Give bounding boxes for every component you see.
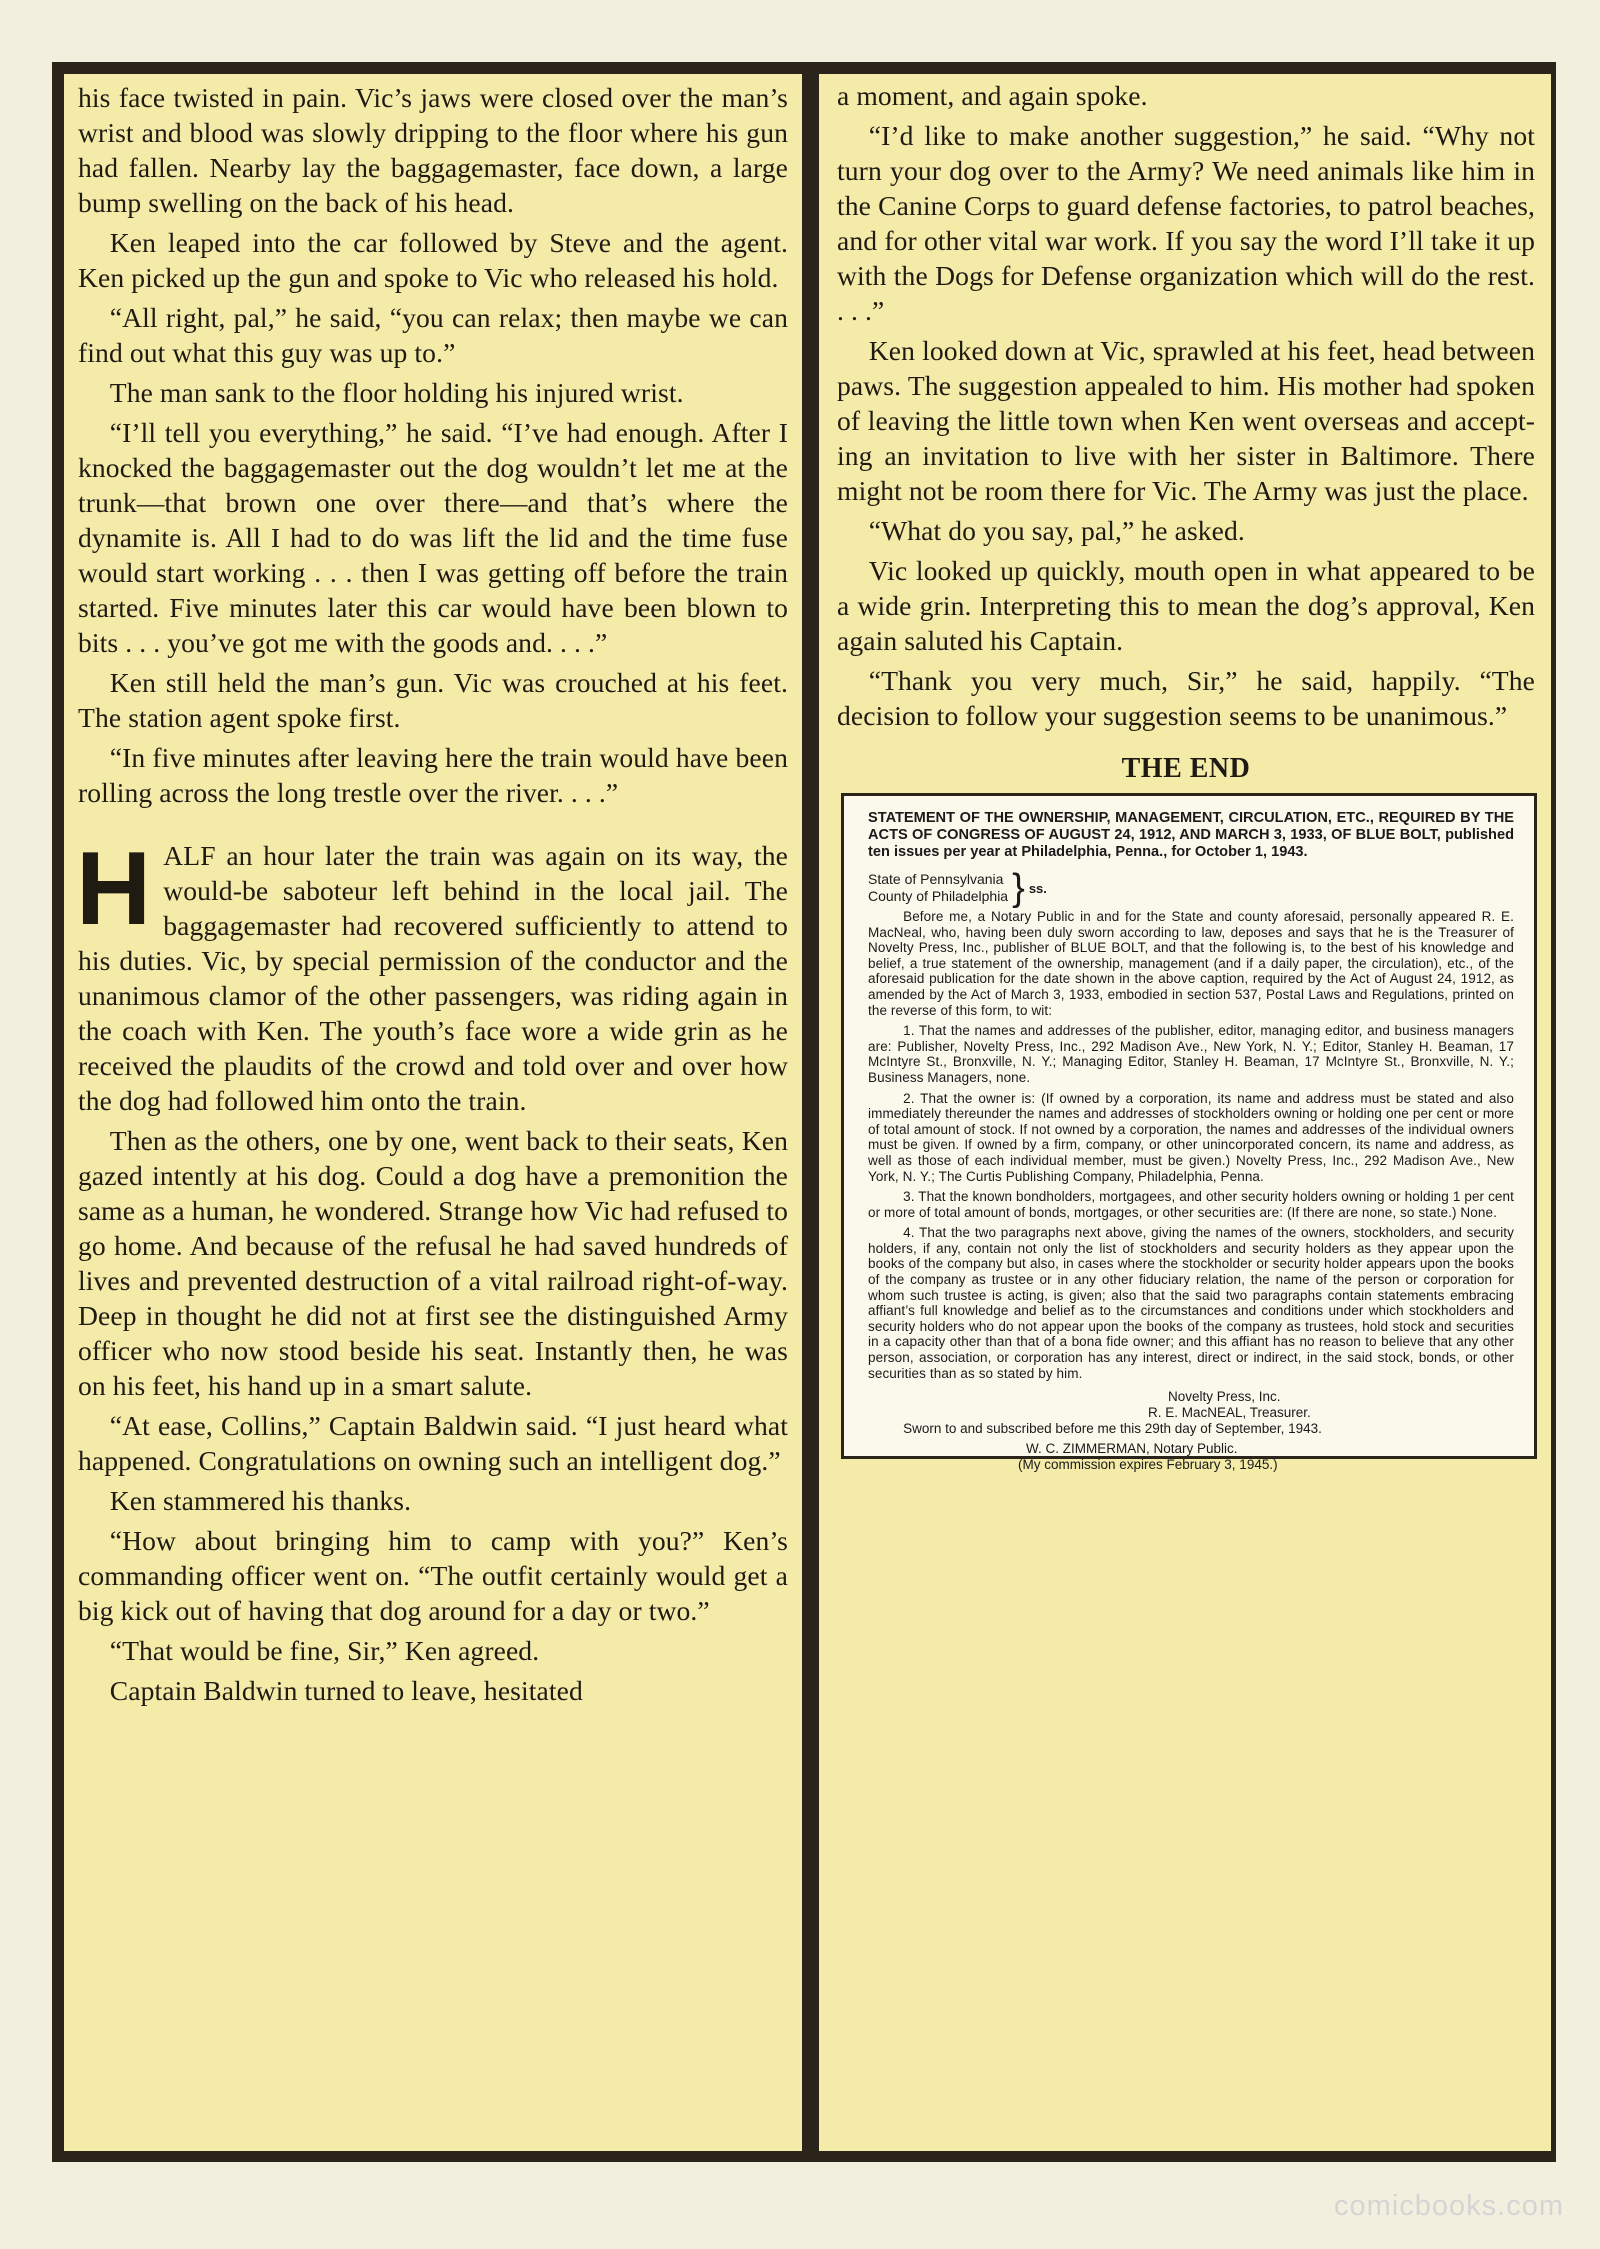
story-paragraph: “That would be fine, Sir,” Ken agreed. bbox=[109, 1635, 540, 1666]
left-text-column bbox=[60, 70, 806, 2155]
signer-company: Novelty Press, Inc. bbox=[1168, 1389, 1281, 1405]
story-paragraph: Captain Baldwin turned to leave, hesitated bbox=[109, 1675, 583, 1706]
dropcap-letter: H bbox=[76, 831, 152, 947]
right-text-column bbox=[815, 70, 1555, 2155]
story-paragraph: The man sank to the floor holding his injured wrist. bbox=[109, 377, 684, 408]
story-paragraph: Then as the others, one by one, went back to their seats, Ken gazed intently at his dog. Could a dog have a premonition the same as a human, he wondered. Strange how Vic had refused to go home. And because of the refusal he had saved hundreds of lives and prevented destruction of a vital railroad right-of-way. Deep in thought he did not at first see the distinguished Army officer who now stood beside his seat. Instantly then, he was on his feet, his hand up in a smart salute. bbox=[78, 1125, 788, 1401]
state-county-block bbox=[868, 867, 1514, 909]
county-line: County of Philadelphia bbox=[868, 888, 1009, 904]
signature-block bbox=[868, 1389, 1514, 1473]
notary-line: W. C. ZIMMERMAN, Notary Public. bbox=[1026, 1441, 1238, 1457]
sworn-line: Sworn to and subscribed before me this 29th day of September, 1943. bbox=[903, 1421, 1322, 1437]
dropcap-paragraph-text: ALF an hour later the train was again on its way, the would-be saboteur left behind in the local jail. The baggagemaster had recovered sufficiently to attend to his duties. Vic, by special permission of the conductor and the unanimous clamor of the other passengers, was riding again in the coach with Ken. The youth’s face wore a wide grin as he received the plaudits of the crowd and told over and over how the dog had followed him onto the train. bbox=[78, 840, 788, 1116]
story-paragraph: “Thank you very much, Sir,” he said, happily. “The decision to follow your suggestion seems to be unanimous.” bbox=[837, 665, 1535, 731]
site-watermark: comicbooks.com bbox=[1334, 2190, 1564, 2222]
story-paragraph: Ken leaped into the car followed by Steve and the agent. Ken picked up the gun and spoke to Vic who released his hold. bbox=[78, 227, 788, 293]
brace-glyph: } bbox=[1012, 867, 1025, 909]
story-paragraph: “All right, pal,” he said, “you can relax; then maybe we can find out what this guy was up to.” bbox=[78, 302, 788, 368]
statement-paragraph: 1. That the names and addresses of the publisher, editor, managing editor, and business managers are: Publisher, Novelty Press, Inc., 292 Madison Ave., New York, N. Y.; Editor, Stanley H. Beaman, 17 McIntyre St., Bronxville, N. Y.; Managing Editor, Stanley H. Beaman, 17 McIntyre St., Bronxville, N. Y.; Business Managers, none. bbox=[868, 1023, 1514, 1085]
story-paragraph: “I’ll tell you everything,” he said. “I’ve had enough. After I knocked the baggagemaster out the dog wouldn’t let me at the trunk—that brown one over there—and that’s where the dynamite is. All I had to do was lift the lid and the time fuse would start working . . . then I was getting off before the train started. Five minutes later this car would have been blown to bits . . . you’ve got me with the goods and. . . .” bbox=[78, 417, 788, 658]
the-end-heading: THE END bbox=[1121, 753, 1251, 784]
ss-label: ss. bbox=[1028, 880, 1047, 896]
story-paragraph: Ken looked down at Vic, sprawled at his feet, head between paws. The suggestion appealed to him. His mother had spoken of leaving the little town when Ken went overseas and accepting an invitation to live with her sister in Baltimore. There might not be room there for Vic. The Army was just the place. bbox=[837, 335, 1535, 506]
signer-name: R. E. MacNEAL, Treasurer. bbox=[1148, 1405, 1311, 1421]
story-paragraph: “I’d like to make another suggestion,” he said. “Why not turn your dog over to the Army? We need animals like him in the Canine Corps to guard defense factories, to patrol beaches, and for other vital war work. If you say the word I’ll take it up with the Dogs for Defense organization which will do the rest. . . .” bbox=[837, 120, 1535, 326]
state-line: State of Pennsylvania bbox=[868, 871, 1004, 887]
statement-paragraph: 3. That the known bondholders, mortgagees, and other security holders owning or holding 1 per cent or more of total amount of bonds, mortgages, or other securities are: (If there are none, so state.) None. bbox=[868, 1189, 1514, 1220]
statement-paragraph: Before me, a Notary Public in and for the State and county aforesaid, personally appeared R. E. MacNeal, who, having been duly sworn according to law, deposes and says that he is the Treasurer of Novelty Press, Inc., publisher of BLUE BOLT, and that the following is, to the best of his knowledge and belief, a true statement of the ownership, management (and if a daily paper, the circulation), etc., of the aforesaid publication for the date shown in the above caption, required by the Act of August 24, 1912, as amended by the Act of March 3, 1933, embodied in section 537, Postal Laws and Regulations, printed on the reverse of this form, to wit: bbox=[868, 909, 1514, 1018]
statement-header: STATEMENT OF THE OWNERSHIP, MANAGEMENT, CIRCULATION, ETC., REQUIRED BY THE ACTS OF CONGRESS OF AUGUST 24, 1912, AND MARCH 3, 1933, OF BLUE BOLT, published ten issues per year at Philadelphia, Penna., for October 1, 1943. bbox=[868, 810, 1514, 860]
commission-line: (My commission expires February 3, 1945.) bbox=[1018, 1457, 1278, 1473]
statement-paragraph: 2. That the owner is: (If owned by a corporation, its name and address must be stated and also immediately thereunder the names and addresses of stockholders owning or holding one per cent or more of total amount of stock. If not owned by a corporation, the names and addresses of the individual owners must be given. If owned by a firm, company, or other unincorporated concern, its name and address, as well as those of each individual member, must be given.) Novelty Press, Inc., 292 Madison Ave., New York, N. Y.; The Curtis Publishing Company, Philadelphia, Penna. bbox=[868, 1090, 1514, 1184]
story-paragraph: Vic looked up quickly, mouth open in what appeared to be a wide grin. Interpreting this to mean the dog’s approval, Ken again saluted his Captain. bbox=[837, 555, 1535, 656]
story-paragraph: “How about bringing him to camp with you?” Ken’s commanding officer went on. “The outfit certainly would get a big kick out of having that dog around for a day or two.” bbox=[78, 1525, 788, 1626]
story-paragraph: “What do you say, pal,” he asked. bbox=[868, 515, 1245, 546]
statement-paragraph: 4. That the two paragraphs next above, giving the names of the owners, stockholders, and security holders, if any, contain not only the list of stockholders and security holders as they appear upon the books of the company but also, in cases where the stockholder or security holder appears upon the books of the company as trustee or in any other fiduciary relation, the name of the person or corporation for whom such trustee is acting, is given; also that the said two paragraphs contain statements embracing affiant’s full knowledge and belief as to the circumstances and conditions under which stockholders and security holders who do not appear upon the books of the company as trustees, hold stock and securities in a capacity other than that of a bona fide owner; and this affiant has no reason to believe that any other person, association, or corporation has any interest, direct or indirect, in the said stock, bonds, or other securities than as so stated by him. bbox=[868, 1225, 1514, 1381]
story-paragraph: a moment, and again spoke. bbox=[837, 80, 1148, 111]
dropcap-paragraph bbox=[76, 831, 788, 1118]
story-paragraph: Ken still held the man’s gun. Vic was crouched at his feet. The station agent spoke first. bbox=[78, 667, 788, 733]
story-paragraph: his face twisted in pain. Vic’s jaws were closed over the man’s wrist and blood was slowly dripping to the floor where his gun had fallen. Nearby lay the baggagemaster, face down, a large bump swelling on the back of his head. bbox=[78, 82, 788, 218]
story-paragraph: Ken stammered his thanks. bbox=[109, 1485, 412, 1516]
story-paragraph: “In five minutes after leaving here the train would have been rolling across the long trestle over the river. . . .” bbox=[78, 742, 788, 808]
story-paragraph: “At ease, Collins,” Captain Baldwin said. “I just heard what happened. Congratulations on owning such an intelligent dog.” bbox=[78, 1410, 788, 1476]
ownership-statement-box bbox=[841, 793, 1537, 1473]
statement-body bbox=[868, 909, 1514, 1381]
